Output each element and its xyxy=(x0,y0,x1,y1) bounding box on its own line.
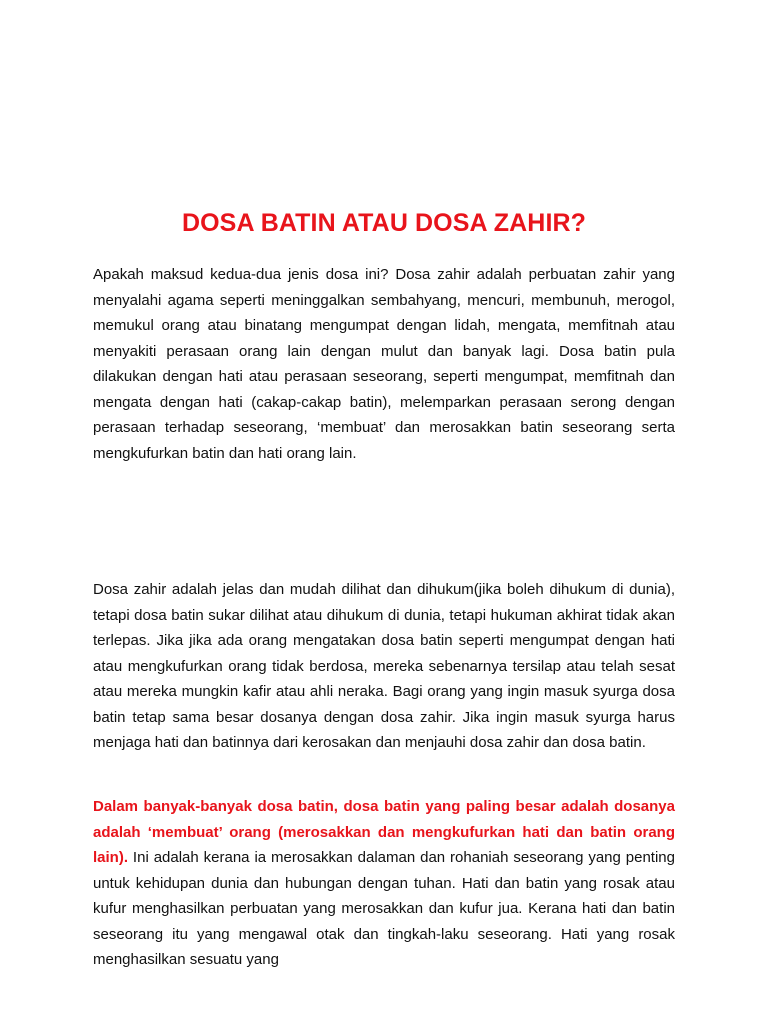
paragraph-second: Dosa zahir adalah jelas dan mudah dilihat dan dihukum(jika boleh dihukum di dunia), tetapi dosa batin sukar dilihat atau dihukum di dunia, tetapi hukuman akhirat tidak akan terlepas. Jika jika ada orang mengatakan dosa batin seperti mengumpat dengan hati atau mengkufurkan orang tidak berdosa, mereka sebenarnya tersilap atau telah sesat atau mereka mungkin kafir atau ahli neraka. Bagi orang yang ingin masuk syurga dosa batin tetap sama besar dosanya dengan dosa zahir. Jika ingin masuk syurga harus menjaga hati dan batinnya dari kerosakan dan menjauhi dosa zahir dan dosa batin. xyxy=(93,581,675,751)
highlighted-text: Dalam banyak-banyak dosa batin, dosa batin yang paling besar adalah dosanya adalah ‘membuat’ orang (merosakkan dan mengkufurkan hati dan batin orang lain). xyxy=(93,798,675,866)
page-title: DOSA BATIN ATAU DOSA ZAHIR? xyxy=(181,209,587,237)
paragraph-third xyxy=(93,794,675,973)
paragraph-intro: Apakah maksud kedua-dua jenis dosa ini? Dosa zahir adalah perbuatan zahir yang menyalahi agama seperti meninggalkan sembahyang, mencuri, membunuh, merogol, memukul orang atau binatang mengumpat dengan lidah, mengata, memfitnah atau menyakiti perasaan orang lain dengan mulut dan banyak lagi. Dosa batin pula dilakukan dengan hati atau perasaan seseorang, seperti mengumpat, memfitnah dan mengata dengan hati (cakap-cakap batin), melemparkan perasaan serong dengan perasaan terhadap seseorang, ‘membuat’ dan merosakkan batin seseorang serta mengkufurkan batin dan hati orang lain. xyxy=(93,266,675,462)
paragraph-third-body: Ini adalah kerana ia merosakkan dalaman dan rohaniah seseorang yang penting untuk kehidupan dunia dan hubungan dengan tuhan. Hati dan batin yang rosak atau kufur menghasilkan perbuatan yang merosakkan dan kufur jua. Kerana hati dan batin seseorang itu yang mengawal otak dan tingkah-laku seseorang. Hati yang rosak menghasilkan sesuatu yang xyxy=(93,849,675,968)
